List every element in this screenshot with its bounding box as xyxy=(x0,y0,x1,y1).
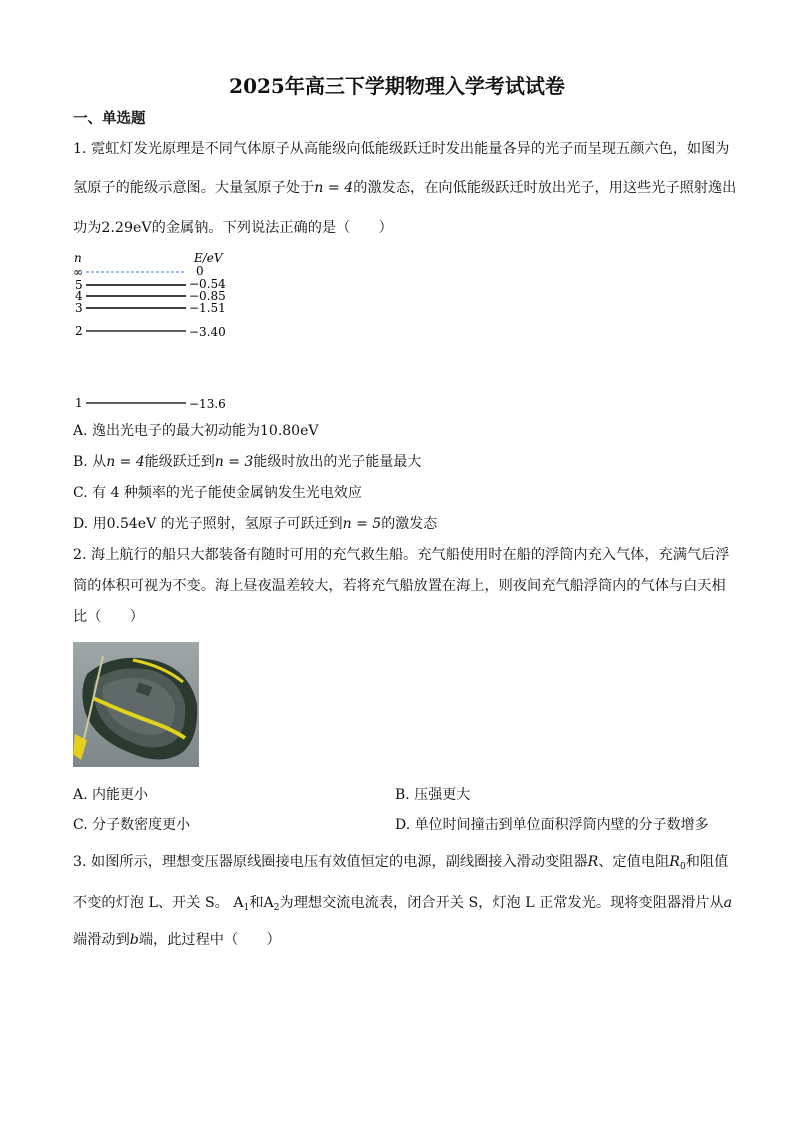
level-energy-label: −0.85 xyxy=(189,289,226,303)
option-text: 的激发态 xyxy=(381,516,438,532)
option-text: 能级跃迁到 xyxy=(144,454,215,470)
q1-option-c[interactable]: C. 有 4 种频率的光子能使金属钠发生光电效应 xyxy=(73,485,362,501)
level-n-label: 5 xyxy=(75,278,83,292)
level-n-label: ∞ xyxy=(73,265,83,279)
q1-option-a[interactable]: A. 逸出光电子的最大初动能为10.80eV xyxy=(73,423,319,439)
q1-line-3 xyxy=(73,218,723,238)
q2-option-a[interactable]: A. 内能更小 xyxy=(73,787,149,803)
q2-line-3: 比（ ） xyxy=(73,609,144,625)
energy-axis-label: E/eV xyxy=(194,251,223,265)
q3-line-3 xyxy=(73,930,723,950)
q1-option-d[interactable] xyxy=(73,514,437,534)
q3-subscript: 0 xyxy=(679,862,686,872)
q3-text: 和A xyxy=(249,895,274,911)
option-math: n = 3 xyxy=(214,454,254,470)
q3-text: 和阻值 xyxy=(685,854,729,870)
section-heading: 一、单选题 xyxy=(73,110,146,127)
q3-symbol-r0: R xyxy=(669,854,680,870)
page-title: 2025年高三下学期物理入学考试试卷 xyxy=(229,74,565,98)
q1-text: 的激发态，在向低能级跃迁时放出光子，用这些光子照射逸出 xyxy=(353,180,737,196)
q1-work-function: 2.29eV xyxy=(101,220,152,236)
q3-symbol-b: b xyxy=(129,932,139,948)
q3-text: 端滑动到 xyxy=(73,932,130,948)
energy-axis-label xyxy=(193,251,224,265)
option-math: n = 5 xyxy=(342,516,382,532)
level-n-label: 1 xyxy=(75,396,83,410)
q1-n-value: n = 4 xyxy=(314,180,354,196)
energy-level-diagram xyxy=(70,250,240,415)
q3-text: 、定值电阻 xyxy=(598,854,670,870)
option-text: B. 从 xyxy=(73,454,107,470)
q3-text: 端，此过程中（ ） xyxy=(138,932,281,948)
level-energy-label: −1.51 xyxy=(189,301,226,315)
q2-line-1: 2. 海上航行的船只大都装备有随时可用的充气救生船。充气船使用时在船的浮筒内充入气体，充满气后浮 xyxy=(73,547,730,563)
q2-option-c[interactable]: C. 分子数密度更小 xyxy=(73,817,191,833)
level-energy-label: −3.40 xyxy=(189,325,226,339)
level-energy-label: −0.54 xyxy=(189,277,226,291)
q1-text: 氢原子的能级示意图。大量氢原子处于 xyxy=(73,180,315,196)
q2-line-2: 筒的体积可视为不变。海上昼夜温差较大，若将充气船放置在海上，则夜间充气船浮筒内的气体与白天相 xyxy=(73,578,726,594)
q1-text: 的金属钠。下列说法正确的是（ ） xyxy=(151,220,393,236)
q3-symbol-r: R xyxy=(587,854,599,870)
q3-symbol-a: a xyxy=(723,895,733,911)
q3-text: 不变的灯泡 L、开关 S。 A xyxy=(73,895,244,911)
level-energy-label: 0 xyxy=(196,264,204,278)
q3-subscript: 2 xyxy=(273,903,280,913)
q3-line-2 xyxy=(73,893,733,918)
q3-text: 为理想交流电流表，闭合开关 S，灯泡 L 正常发光。现将变阻器滑片从 xyxy=(279,895,724,911)
option-text: D. 用0.54eV 的光子照射，氢原子可跃迁到 xyxy=(73,516,343,532)
level-n-label: 3 xyxy=(75,301,83,315)
level-n-label: 4 xyxy=(75,289,83,303)
q3-subscript: 1 xyxy=(243,903,250,913)
q2-option-b[interactable]: B. 压强更大 xyxy=(395,787,471,803)
n-axis-label: n xyxy=(74,251,82,265)
q1-line-1: 1. 霓虹灯发光原理是不同气体原子从高能级向低能级跃迁时发出能量各异的光子而呈现五颜六色，如图为 xyxy=(73,141,730,157)
q1-text: 功为 xyxy=(73,220,102,236)
q1-option-b[interactable] xyxy=(73,452,421,472)
q2-option-d[interactable]: D. 单位时间撞击到单位面积浮筒内壁的分子数增多 xyxy=(395,817,709,833)
option-math: n = 4 xyxy=(106,454,145,470)
q3-text: 3. 如图所示，理想变压器原线圈接电压有效值恒定的电源，副线圈接入滑动变阻器 xyxy=(73,854,588,870)
inflatable-boat-photo xyxy=(73,642,199,767)
level-energy-label: −13.6 xyxy=(189,397,226,411)
option-text: 能级时放出的光子能量最大 xyxy=(253,454,422,470)
q3-line-1 xyxy=(73,852,729,877)
level-n-label: 2 xyxy=(75,324,83,338)
q1-line-2 xyxy=(73,178,737,198)
